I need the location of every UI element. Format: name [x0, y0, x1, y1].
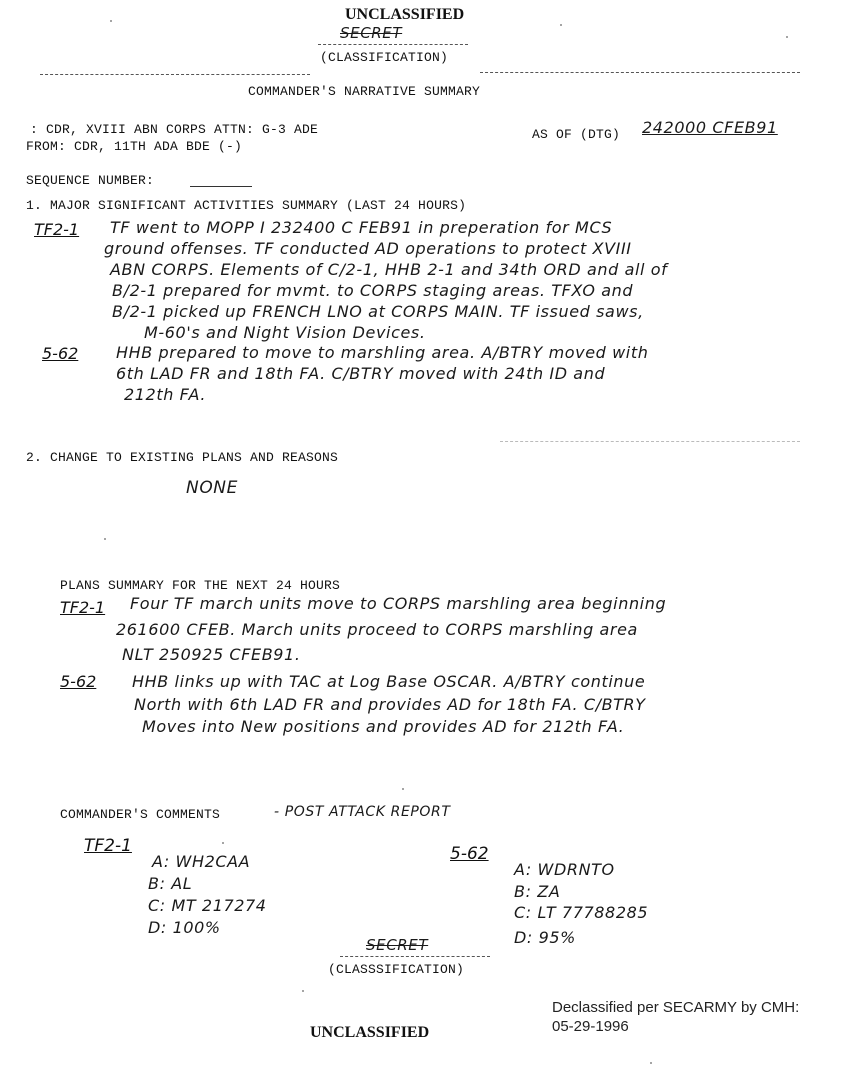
scan-speck — [402, 788, 404, 790]
document-title: COMMANDER'S NARRATIVE SUMMARY — [248, 84, 481, 99]
section1-tf21-line: B/2-1 picked up FRENCH LNO at CORPS MAIN. TF issued saws, — [112, 302, 644, 321]
scan-speck — [560, 24, 562, 26]
as-of-label: AS OF (DTG) — [532, 127, 621, 142]
section1-tf21-label: TF2-1 — [34, 220, 80, 239]
section3-562-line: Moves into New positions and provides AD for 212th FA. — [142, 717, 625, 736]
top-classification-marking: UNCLASSIFIED — [345, 6, 465, 23]
from-line: FROM: CDR, 11TH ADA BDE (-) — [26, 139, 243, 154]
section3-tf21-label: TF2-1 — [60, 598, 106, 617]
scan-speck — [302, 990, 304, 992]
section1-562-line: 6th LAD FR and 18th FA. C/BTRY moved with 24th ID and — [116, 364, 606, 383]
footer-struck-secret: SECRET — [366, 936, 429, 954]
comments-tf21-line: B: AL — [148, 874, 193, 893]
comments-tf21-label: TF2-1 — [84, 836, 132, 856]
section2-heading: 2. CHANGE TO EXISTING PLANS AND REASONS — [26, 450, 339, 465]
scan-speck — [110, 20, 112, 22]
bottom-classification-marking: UNCLASSIFIED — [310, 1024, 430, 1041]
header-rule-left — [40, 74, 310, 75]
section3-562-label: 5-62 — [60, 672, 97, 691]
to-line: : CDR, XVIII ABN CORPS ATTN: G-3 ADE — [30, 122, 319, 137]
comments-562-line: D: 95% — [514, 928, 576, 947]
sequence-blank — [190, 186, 252, 187]
section1-tf21-line: ground offenses. TF conducted AD operations to protect XVIII — [104, 239, 632, 258]
comments-subheading: - POST ATTACK REPORT — [274, 804, 451, 820]
header-rule-right — [480, 72, 800, 73]
comments-tf21-line: C: MT 217274 — [148, 896, 267, 915]
scan-speck — [650, 1062, 652, 1064]
comments-562-line: B: ZA — [514, 882, 561, 901]
section2-value: NONE — [186, 478, 238, 498]
comments-562-line: A: WDRNTO — [514, 860, 615, 879]
sequence-label: SEQUENCE NUMBER: — [26, 173, 155, 188]
section1-562-line: 212th FA. — [124, 385, 207, 404]
section3-562-line: HHB links up with TAC at Log Base OSCAR. A/BTRY continue — [132, 672, 646, 691]
section1-tf21-line: TF went to MOPP I 232400 C FEB91 in preperation for MCS — [110, 218, 613, 237]
declassification-note: Declassified per SECARMY by CMH: — [552, 999, 800, 1016]
section1-heading: 1. MAJOR SIGNIFICANT ACTIVITIES SUMMARY (LAST 24 HOURS) — [26, 198, 467, 213]
section1-tf21-line: B/2-1 prepared for mvmt. to CORPS staging areas. TFXO and — [112, 281, 634, 300]
scan-speck — [786, 36, 788, 38]
comments-tf21-line: A: WH2CAA — [152, 852, 251, 871]
comments-562-line: C: LT 77788285 — [514, 903, 649, 922]
declassification-date: 05-29-1996 — [552, 1018, 629, 1035]
comments-heading: COMMANDER'S COMMENTS — [60, 807, 221, 822]
as-of-value: 242000 CFEB91 — [642, 118, 778, 137]
comments-562-label: 5-62 — [450, 844, 489, 864]
section1-562-line: HHB prepared to move to marshling area. A/BTRY moved with — [116, 343, 649, 362]
classification-label: (CLASSIFICATION) — [320, 50, 449, 65]
footer-classification-line — [340, 956, 490, 957]
struck-secret-marking: SECRET — [340, 24, 403, 42]
footer-classification-label: (CLASSSIFICATION) — [328, 962, 465, 977]
section3-562-line: North with 6th LAD FR and provides AD for 18th FA. C/BTRY — [134, 695, 646, 714]
scan-speck — [104, 538, 106, 540]
section3-tf21-line: NLT 250925 CFEB91. — [122, 645, 301, 664]
section3-heading: PLANS SUMMARY FOR THE NEXT 24 HOURS — [60, 578, 341, 593]
section2-faint-rule — [500, 441, 800, 442]
comments-tf21-line: D: 100% — [148, 918, 221, 937]
section1-tf21-line: M-60's and Night Vision Devices. — [144, 323, 426, 342]
section1-562-label: 5-62 — [42, 344, 79, 363]
classification-line — [318, 44, 468, 45]
section1-tf21-line: ABN CORPS. Elements of C/2-1, HHB 2-1 and 34th ORD and all of — [110, 260, 668, 279]
scan-speck — [222, 842, 224, 844]
section3-tf21-line: 261600 CFEB. March units proceed to CORPS marshling area — [116, 620, 638, 639]
section3-tf21-line: Four TF march units move to CORPS marshling area beginning — [130, 594, 667, 613]
